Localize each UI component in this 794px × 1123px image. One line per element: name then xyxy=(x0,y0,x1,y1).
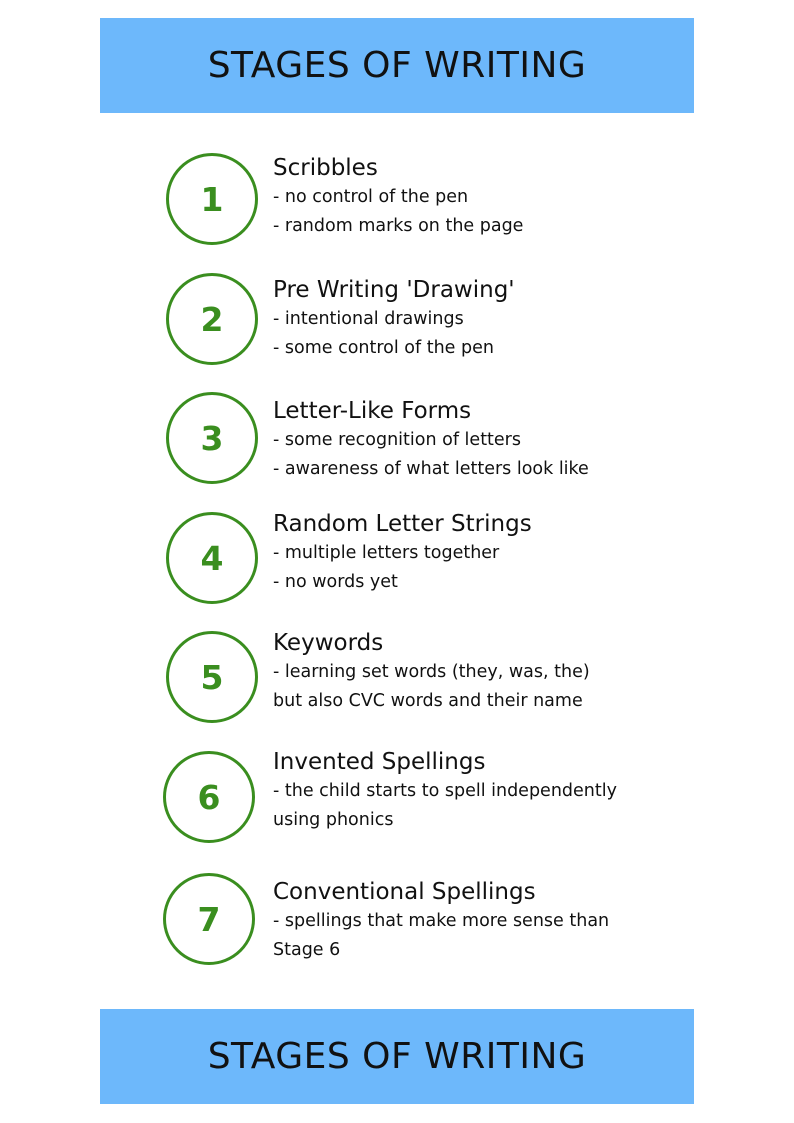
stage-number-circle xyxy=(166,153,258,245)
stage-number-circle xyxy=(166,273,258,365)
stage-title: Invented Spellings xyxy=(273,749,486,775)
stage-number: 2 xyxy=(200,299,224,339)
footer-banner xyxy=(100,1009,694,1104)
page-title: STAGES OF WRITING xyxy=(207,45,587,86)
stage-number: 4 xyxy=(200,538,224,578)
stage-title: Conventional Spellings xyxy=(273,879,536,905)
stage-title: Scribbles xyxy=(273,155,378,181)
stage-number: 3 xyxy=(200,418,224,458)
stage-text xyxy=(273,396,743,484)
stage-detail: - spellings that make more sense than xyxy=(273,911,610,931)
stage-text xyxy=(273,509,743,597)
stage-item xyxy=(0,512,794,622)
header-banner xyxy=(100,18,694,113)
stage-item xyxy=(0,873,794,983)
stage-number-circle xyxy=(163,751,255,843)
stage-item xyxy=(0,153,794,263)
stage-title: Random Letter Strings xyxy=(273,511,532,537)
stage-number: 1 xyxy=(200,179,224,219)
stage-number: 5 xyxy=(200,657,224,697)
footer-title: STAGES OF WRITING xyxy=(207,1036,587,1077)
stage-detail: - awareness of what letters look like xyxy=(273,459,589,479)
stage-number-circle xyxy=(163,873,255,965)
stage-title: Pre Writing 'Drawing' xyxy=(273,277,515,303)
stage-detail: but also CVC words and their name xyxy=(273,691,583,711)
stage-item xyxy=(0,751,794,861)
stage-number-circle xyxy=(166,512,258,604)
stage-detail: - no words yet xyxy=(273,572,398,592)
stage-item xyxy=(0,631,794,741)
stage-detail: - multiple letters together xyxy=(273,543,500,563)
stage-number-circle xyxy=(166,631,258,723)
stage-detail: - intentional drawings xyxy=(273,309,464,329)
stage-detail: - some control of the pen xyxy=(273,338,494,358)
stage-text xyxy=(273,628,743,716)
stage-detail: - the child starts to spell independently xyxy=(273,781,617,801)
stage-text xyxy=(273,153,743,241)
stage-number-circle xyxy=(166,392,258,484)
stage-title: Keywords xyxy=(273,630,384,656)
stage-detail: - no control of the pen xyxy=(273,187,469,207)
stage-item xyxy=(0,392,794,502)
stage-number: 7 xyxy=(197,899,221,939)
stage-detail: - some recognition of letters xyxy=(273,430,521,450)
stage-number: 6 xyxy=(197,777,221,817)
stage-detail: - random marks on the page xyxy=(273,216,524,236)
stage-detail: - learning set words (they, was, the) xyxy=(273,662,590,682)
stage-text xyxy=(273,275,743,363)
stage-title: Letter-Like Forms xyxy=(273,398,472,424)
stage-text xyxy=(273,747,743,835)
stage-text xyxy=(273,877,743,965)
stage-detail: Stage 6 xyxy=(273,940,341,960)
stage-item xyxy=(0,273,794,383)
stage-detail: using phonics xyxy=(273,810,394,830)
